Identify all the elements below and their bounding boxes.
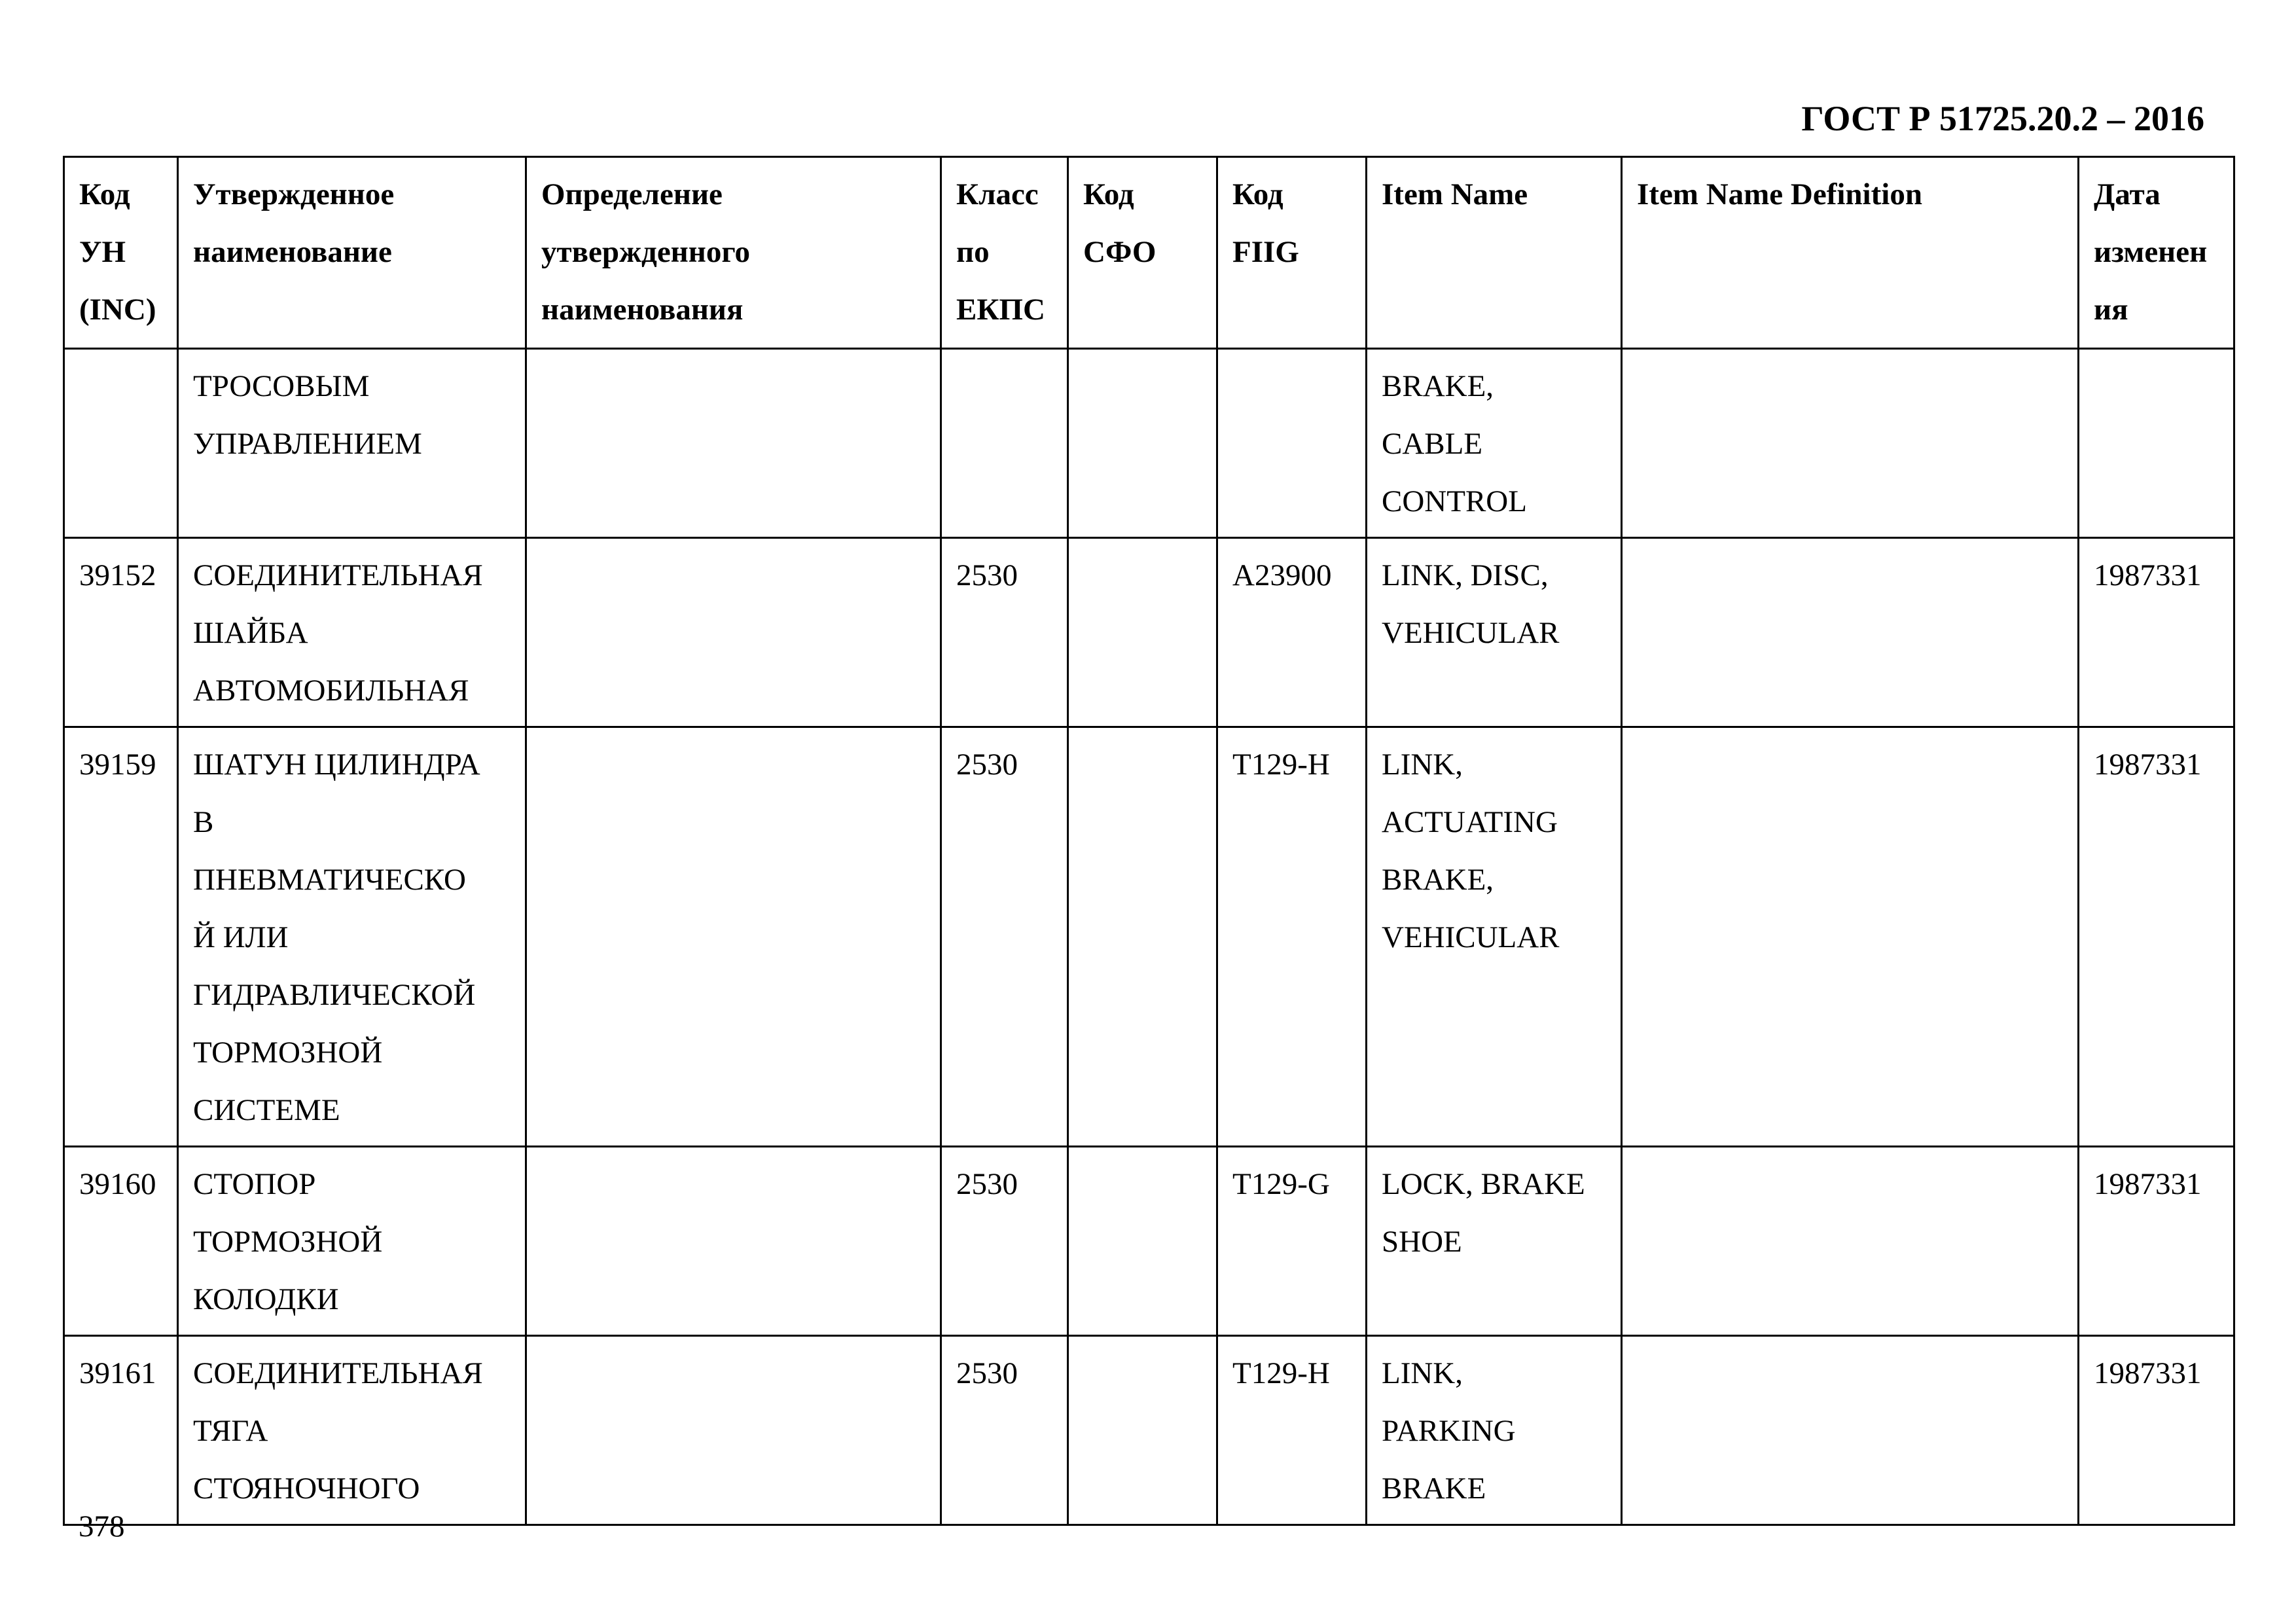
column-header-item-name-definition: Item Name Definition [1622,157,2079,349]
catalog-table-container [63,156,2233,1526]
cell-inc: 39159 [64,727,178,1147]
cell-item-name: LOCK, BRAKE SHOE [1367,1147,1622,1336]
cell-fiig-code: T129-H [1217,727,1367,1147]
cell-sfo-code [1068,1147,1217,1336]
column-header-class: Класс по ЕКПС [941,157,1068,349]
cell-item-name: LINK, PARKING BRAKE [1367,1336,1622,1525]
cell-fiig-code: T129-G [1217,1147,1367,1336]
column-header-inc: Код УН (INC) [64,157,178,349]
cell-approved-name: ШАТУН ЦИЛИНДРА В ПНЕВМАТИЧЕСКО Й ИЛИ ГИДРАВЛИЧЕСКОЙ ТОРМОЗНОЙ СИСТЕМЕ [178,727,526,1147]
table-header-row [64,157,2234,349]
page-number: 378 [79,1509,125,1543]
cell-fiig-code [1217,349,1367,538]
cell-class: 2530 [941,1147,1068,1336]
cell-change-date: 1987331 [2079,1147,2234,1336]
cell-class [941,349,1068,538]
document-standard-header: ГОСТ Р 51725.20.2 – 2016 [1801,99,2204,138]
catalog-table [63,156,2235,1526]
cell-change-date [2079,349,2234,538]
cell-name-definition [526,349,941,538]
cell-item-name: BRAKE, CABLE CONTROL [1367,349,1622,538]
cell-change-date: 1987331 [2079,727,2234,1147]
cell-approved-name: ТРОСОВЫМ УПРАВЛЕНИЕМ [178,349,526,538]
cell-item-name: LINK, ACTUATING BRAKE, VEHICULAR [1367,727,1622,1147]
cell-item-name-definition [1622,538,2079,727]
cell-change-date: 1987331 [2079,538,2234,727]
column-header-name-definition: Определение утвержденного наименования [526,157,941,349]
table-row [64,1147,2234,1336]
cell-change-date: 1987331 [2079,1336,2234,1525]
cell-item-name-definition [1622,727,2079,1147]
cell-item-name: LINK, DISC, VEHICULAR [1367,538,1622,727]
cell-sfo-code [1068,349,1217,538]
cell-inc: 39160 [64,1147,178,1336]
cell-sfo-code [1068,538,1217,727]
cell-item-name-definition [1622,1147,2079,1336]
column-header-change-date: Дата изменен ия [2079,157,2234,349]
cell-class: 2530 [941,1336,1068,1525]
cell-item-name-definition [1622,1336,2079,1525]
column-header-approved-name: Утвержденное наименование [178,157,526,349]
cell-approved-name: СОЕДИНИТЕЛЬНАЯ ШАЙБА АВТОМОБИЛЬНАЯ [178,538,526,727]
cell-name-definition [526,1336,941,1525]
cell-name-definition [526,727,941,1147]
cell-approved-name: СТОПОР ТОРМОЗНОЙ КОЛОДКИ [178,1147,526,1336]
column-header-sfo-code: Код СФО [1068,157,1217,349]
cell-sfo-code [1068,727,1217,1147]
table-row [64,1336,2234,1525]
cell-fiig-code: A23900 [1217,538,1367,727]
cell-class: 2530 [941,538,1068,727]
cell-class: 2530 [941,727,1068,1147]
cell-name-definition [526,538,941,727]
cell-inc [64,349,178,538]
cell-sfo-code [1068,1336,1217,1525]
cell-inc: 39161 [64,1336,178,1525]
column-header-item-name: Item Name [1367,157,1622,349]
cell-name-definition [526,1147,941,1336]
table-row [64,538,2234,727]
cell-fiig-code: T129-H [1217,1336,1367,1525]
column-header-fiig-code: Код FIIG [1217,157,1367,349]
cell-approved-name: СОЕДИНИТЕЛЬНАЯ ТЯГА СТОЯНОЧНОГО [178,1336,526,1525]
cell-item-name-definition [1622,349,2079,538]
table-row [64,727,2234,1147]
table-row [64,349,2234,538]
cell-inc: 39152 [64,538,178,727]
